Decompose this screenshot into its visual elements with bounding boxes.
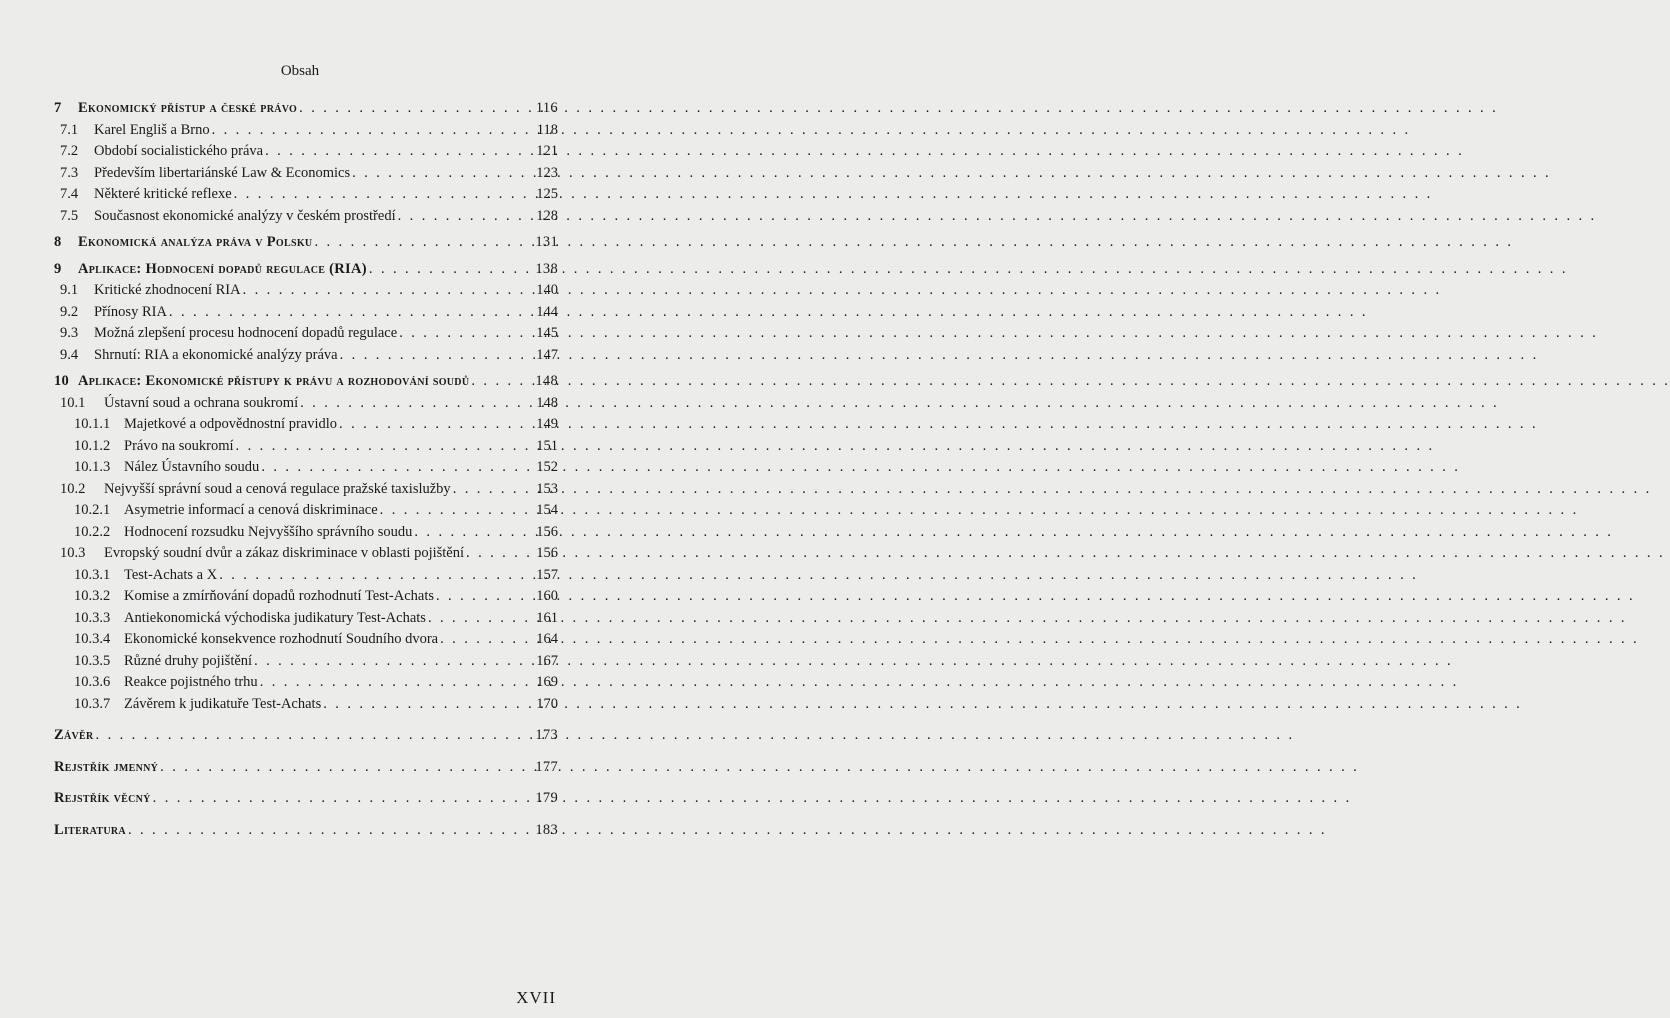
- dot-leader: [167, 302, 534, 324]
- toc-entry-number: 10.1: [60, 394, 86, 411]
- dot-leader: [321, 694, 534, 716]
- dot-leader: [312, 232, 534, 254]
- toc-entry-number: 7.5: [60, 207, 79, 224]
- dot-leader: [337, 414, 534, 436]
- toc-entry-number: 10.3.4: [74, 631, 111, 647]
- toc-entry: [54, 608, 558, 630]
- toc-entry: [54, 725, 558, 747]
- toc-entry-title: Ekonomický přístup a české právo: [78, 100, 298, 116]
- toc-entry-number: 10.3.6: [74, 674, 111, 690]
- toc-entry: [54, 694, 558, 716]
- toc-entry: [54, 302, 558, 324]
- toc-entry-page: 154: [536, 502, 558, 518]
- toc-entry-title: Nález Ústavního soudu: [124, 459, 260, 475]
- dot-leader: [151, 788, 534, 810]
- dot-leader: [210, 120, 534, 142]
- toc-entry: [54, 345, 558, 367]
- toc-entry: [54, 672, 558, 694]
- toc-entry-number: 10.3.3: [74, 609, 111, 626]
- toc-entry-title: Závěr: [54, 727, 94, 743]
- toc-entry-number: 9.2: [60, 303, 79, 320]
- toc-entry-page: 183: [535, 821, 558, 838]
- dot-leader: [241, 280, 534, 302]
- toc-entry-page: 179: [535, 790, 558, 806]
- toc-entry-number: 9.3: [60, 325, 79, 341]
- running-title: Obsah: [280, 63, 320, 79]
- toc-entry-title: Asymetrie informací a cenová diskriminace: [124, 502, 378, 518]
- toc-entry-title: Současnost ekonomické analýzy v českém prostředí: [94, 207, 396, 224]
- toc-entry-number: 7.3: [60, 164, 79, 181]
- toc-entry-page: 121: [536, 143, 558, 159]
- toc-entry-page: 131: [535, 234, 558, 250]
- toc-entry-number: 10.2.2: [74, 523, 111, 540]
- toc-entry-number: 10.1.3: [74, 459, 111, 475]
- dot-leader: [234, 436, 534, 458]
- toc-entry-title: Komise a zmírňování dopadů rozhodnutí Test-Achats: [124, 588, 434, 604]
- toc-entry: [54, 323, 558, 345]
- toc-entry-number: 10.2.1: [74, 502, 111, 518]
- toc-entry-page: 148: [535, 373, 558, 389]
- toc-entry-title: Nejvyšší správní soud a cenová regulace pražské taxislužby: [104, 480, 451, 497]
- dot-leader: [378, 500, 534, 522]
- toc-entry-title: Aplikace: Ekonomické přístupy k právu a rozhodování soudů: [78, 373, 470, 389]
- toc-entry: [54, 565, 558, 587]
- toc-entry-number: 8: [54, 234, 62, 250]
- dot-leader: [232, 184, 534, 206]
- toc-entry-number: 10.2: [60, 480, 86, 497]
- toc-entry-page: 173: [535, 727, 558, 743]
- dot-leader: [258, 672, 534, 694]
- toc-entry-number: 10.3.1: [74, 566, 111, 583]
- toc-entry-page: 148: [536, 394, 558, 411]
- toc-entry-page: 164: [536, 631, 558, 647]
- dot-leader: [464, 543, 534, 565]
- toc-entry-title: Přínosy RIA: [94, 303, 167, 320]
- dot-leader: [438, 629, 534, 651]
- toc-entry-number: 7.4: [60, 186, 79, 202]
- toc-entry-page: 149: [536, 416, 558, 432]
- dot-leader: [397, 323, 534, 345]
- toc-entry-page: 177: [535, 758, 558, 775]
- toc-entry-page: 151: [536, 437, 558, 454]
- toc-entry-page: 169: [536, 674, 558, 690]
- toc-entry-page: 161: [536, 609, 558, 626]
- toc-entry-title: Ekonomické konsekvence rozhodnutí Soudního dvora: [124, 631, 439, 647]
- dot-leader: [469, 371, 534, 393]
- toc-entry-number: 10.3.5: [74, 652, 111, 669]
- toc-entry: [54, 184, 558, 206]
- toc-entry-title: Test-Achats a X: [124, 566, 218, 583]
- toc-entry: [54, 522, 558, 544]
- toc-entry-title: Kritické zhodnocení RIA: [94, 282, 241, 298]
- toc-entry-title: Závěrem k judikatuře Test-Achats: [124, 695, 322, 712]
- toc-entry-number: 7.2: [60, 143, 79, 159]
- dot-leader: [338, 345, 534, 367]
- toc-entry-page: 118: [536, 121, 558, 138]
- toc-entry-title: Právo na soukromí: [124, 437, 234, 454]
- toc-entry-title: Různé druhy pojištění: [124, 652, 253, 669]
- dot-leader: [412, 522, 534, 544]
- toc-entry-title: Především libertariánské Law & Economics: [94, 164, 351, 181]
- toc-entry-number: 7: [54, 100, 62, 116]
- dot-leader: [434, 586, 534, 608]
- toc-entry-number: 10.1.1: [74, 416, 111, 432]
- toc-entry-number: 10: [54, 373, 70, 389]
- toc-entry: [54, 651, 558, 673]
- toc-entry: [54, 120, 558, 142]
- toc-entry: [54, 820, 558, 842]
- toc-entry-title: Hodnocení rozsudku Nejvyššího správního soudu: [124, 523, 413, 540]
- toc-entry: [54, 98, 558, 120]
- toc-entry-number: 9.4: [60, 346, 79, 363]
- toc-entry: [54, 414, 558, 436]
- toc-entry-page: 144: [536, 303, 558, 320]
- toc-entry-page: 156: [536, 523, 558, 540]
- toc-entry-title: Aplikace: Hodnocení dopadů regulace (RIA): [78, 260, 367, 277]
- toc-entry-number: 9.1: [60, 282, 79, 298]
- toc-entry: [54, 280, 558, 302]
- toc-entry-number: 10.1.2: [74, 437, 111, 454]
- toc-entry-number: 9: [54, 260, 62, 277]
- table-of-contents: [54, 98, 558, 841]
- dot-leader: [451, 479, 534, 501]
- toc-entry-page: 156: [536, 545, 558, 561]
- toc-entry-title: Literatura: [54, 821, 126, 838]
- toc-entry: [54, 206, 558, 228]
- toc-entry-page: 125: [536, 186, 558, 202]
- toc-entry-title: Ekonomická analýza práva v Polsku: [78, 234, 313, 250]
- toc-entry-page: 152: [536, 459, 558, 475]
- toc-entry-page: 123: [536, 164, 558, 181]
- toc-entry-number: 10.3.7: [74, 695, 111, 712]
- toc-entry-page: 138: [535, 260, 558, 277]
- toc-entry-page: 128: [536, 207, 558, 224]
- dot-leader: [252, 651, 534, 673]
- toc-entry: [54, 500, 558, 522]
- dot-leader: [350, 163, 534, 185]
- toc-entry: [54, 141, 558, 163]
- toc-entry: [54, 788, 558, 810]
- page-folio: XVII: [516, 988, 556, 1007]
- dot-leader: [217, 565, 534, 587]
- dot-leader: [297, 98, 534, 120]
- toc-entry-page: 157: [536, 566, 558, 583]
- toc-entry-title: Karel Engliš a Brno: [94, 121, 210, 138]
- toc-entry: [54, 479, 558, 501]
- toc-entry: [54, 163, 558, 185]
- dot-leader: [94, 725, 534, 747]
- toc-entry: [54, 629, 558, 651]
- toc-entry-title: Některé kritické reflexe: [94, 186, 232, 202]
- toc-entry-page: 160: [536, 588, 558, 604]
- toc-entry-number: 10.3: [60, 545, 86, 561]
- toc-entry-title: Rejstřík věcný: [54, 790, 151, 806]
- toc-entry: [54, 371, 558, 393]
- toc-entry: [54, 393, 558, 415]
- dot-leader: [367, 259, 534, 281]
- toc-entry-page: 145: [536, 325, 558, 341]
- toc-entry-number: 7.1: [60, 121, 79, 138]
- toc-entry-page: 167: [536, 652, 558, 669]
- toc-entry: [54, 232, 558, 254]
- toc-entry: [54, 457, 558, 479]
- toc-entry-page: 140: [536, 282, 558, 298]
- toc-entry-number: 10.3.2: [74, 588, 111, 604]
- toc-entry-title: Reakce pojistného trhu: [124, 674, 258, 690]
- toc-entry-page: 170: [536, 695, 558, 712]
- dot-leader: [396, 206, 534, 228]
- book-page: [0, 0, 600, 1018]
- toc-entry-title: Období socialistického práva: [94, 143, 264, 159]
- dot-leader: [259, 457, 534, 479]
- toc-entry-page: 116: [535, 100, 558, 116]
- toc-entry-title: Ústavní soud a ochrana soukromí: [104, 394, 299, 411]
- toc-entry: [54, 543, 558, 565]
- toc-entry: [54, 757, 558, 779]
- toc-entry: [54, 259, 558, 281]
- toc-entry-title: Majetkové a odpovědnostní pravidlo: [124, 416, 338, 432]
- dot-leader: [298, 393, 534, 415]
- dot-leader: [158, 757, 534, 779]
- toc-entry-page: 147: [536, 346, 558, 363]
- toc-entry: [54, 436, 558, 458]
- dot-leader: [263, 141, 534, 163]
- dot-leader: [126, 820, 534, 842]
- toc-entry-title: Shrnutí: RIA a ekonomické analýzy práva: [94, 346, 338, 363]
- toc-entry-title: Rejstřík jmenný: [54, 758, 159, 775]
- dot-leader: [426, 608, 534, 630]
- toc-entry-title: Evropský soudní dvůr a zákaz diskriminace v oblasti pojištění: [104, 545, 465, 561]
- toc-entry-title: Antiekonomická východiska judikatury Test-Achats: [124, 609, 426, 626]
- toc-entry-title: Možná zlepšení procesu hodnocení dopadů regulace: [94, 325, 398, 341]
- toc-entry: [54, 586, 558, 608]
- toc-entry-page: 153: [536, 480, 558, 497]
